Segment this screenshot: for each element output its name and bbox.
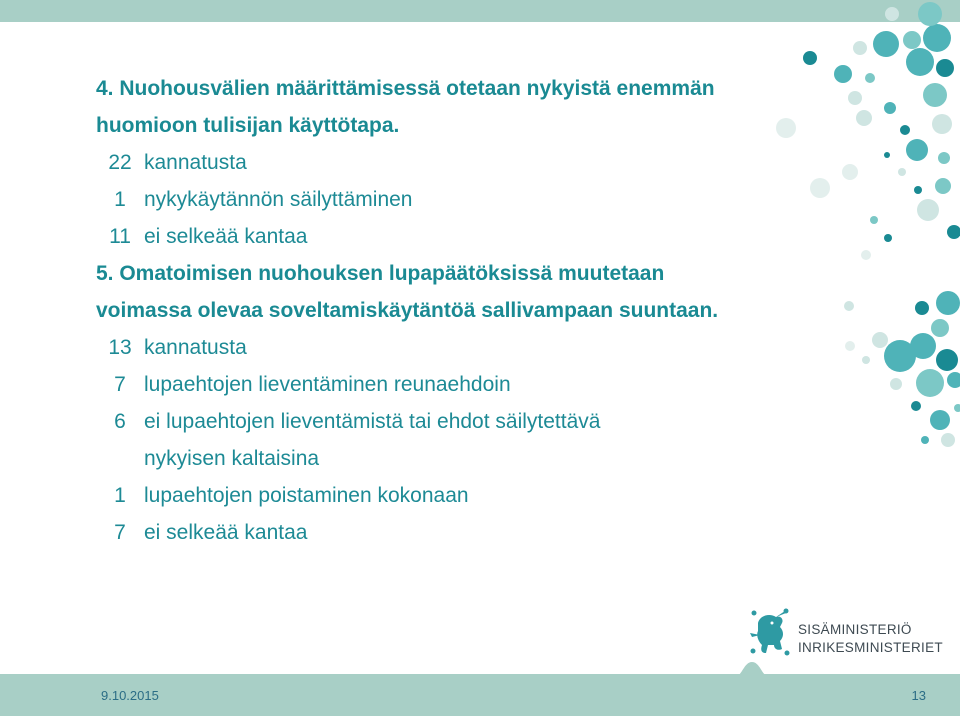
item-count: 1	[114, 484, 126, 507]
ministry-name-swedish: INRIKESMINISTERIET	[798, 640, 943, 655]
list-item	[96, 477, 816, 514]
list-item	[96, 181, 816, 218]
list-item	[96, 329, 816, 366]
footer-band	[0, 674, 960, 716]
item-count: 22	[108, 151, 132, 174]
item-label: ei lupaehtojen lieventämistä tai ehdot säilytettävä	[144, 410, 601, 433]
item-label: nykykäytännön säilyttäminen	[144, 188, 413, 211]
section-5-heading-line-1: 5. Omatoimisen nuohouksen lupapäätöksissä muutetaan	[96, 262, 665, 285]
item-count: 11	[109, 225, 131, 248]
item-label: nykyisen kaltaisina	[144, 447, 320, 470]
footer-date: 9.10.2015	[101, 688, 159, 703]
ministry-name-finnish: SISÄMINISTERIÖ	[798, 622, 912, 637]
list-item	[96, 144, 816, 181]
item-label: kannatusta	[144, 336, 247, 359]
item-count: 7	[114, 521, 126, 544]
item-label: ei selkeää kantaa	[144, 225, 308, 248]
section-4-heading-line-1: 4. Nuohousvälien määrittämisessä otetaan nykyistä enemmän	[96, 77, 715, 100]
list-item-continuation	[96, 440, 816, 477]
footer-tab-notch	[736, 662, 768, 676]
page-number: 13	[911, 688, 926, 703]
list-item	[96, 218, 816, 255]
item-count: 7	[114, 373, 126, 396]
top-band	[0, 0, 960, 24]
item-label: lupaehtojen lieventäminen reunaehdoin	[144, 373, 511, 396]
section-5-heading-line-2: voimassa olevaa soveltamiskäytäntöä sallivampaan suuntaan.	[96, 299, 719, 322]
lion-crest-icon	[748, 605, 792, 661]
top-band-line	[0, 22, 960, 24]
item-count: 1	[114, 188, 126, 211]
list-item	[96, 403, 816, 440]
item-label: ei selkeää kantaa	[144, 521, 308, 544]
item-label: lupaehtojen poistaminen kokonaan	[144, 484, 469, 507]
list-item	[96, 514, 816, 551]
item-count: 13	[108, 336, 132, 359]
ministry-logo	[748, 605, 948, 661]
section-4-heading-line-2: huomioon tulisijan käyttötapa.	[96, 114, 400, 137]
item-label: kannatusta	[144, 151, 247, 174]
slide-body	[96, 70, 816, 551]
item-count: 6	[114, 410, 126, 433]
list-item	[96, 366, 816, 403]
